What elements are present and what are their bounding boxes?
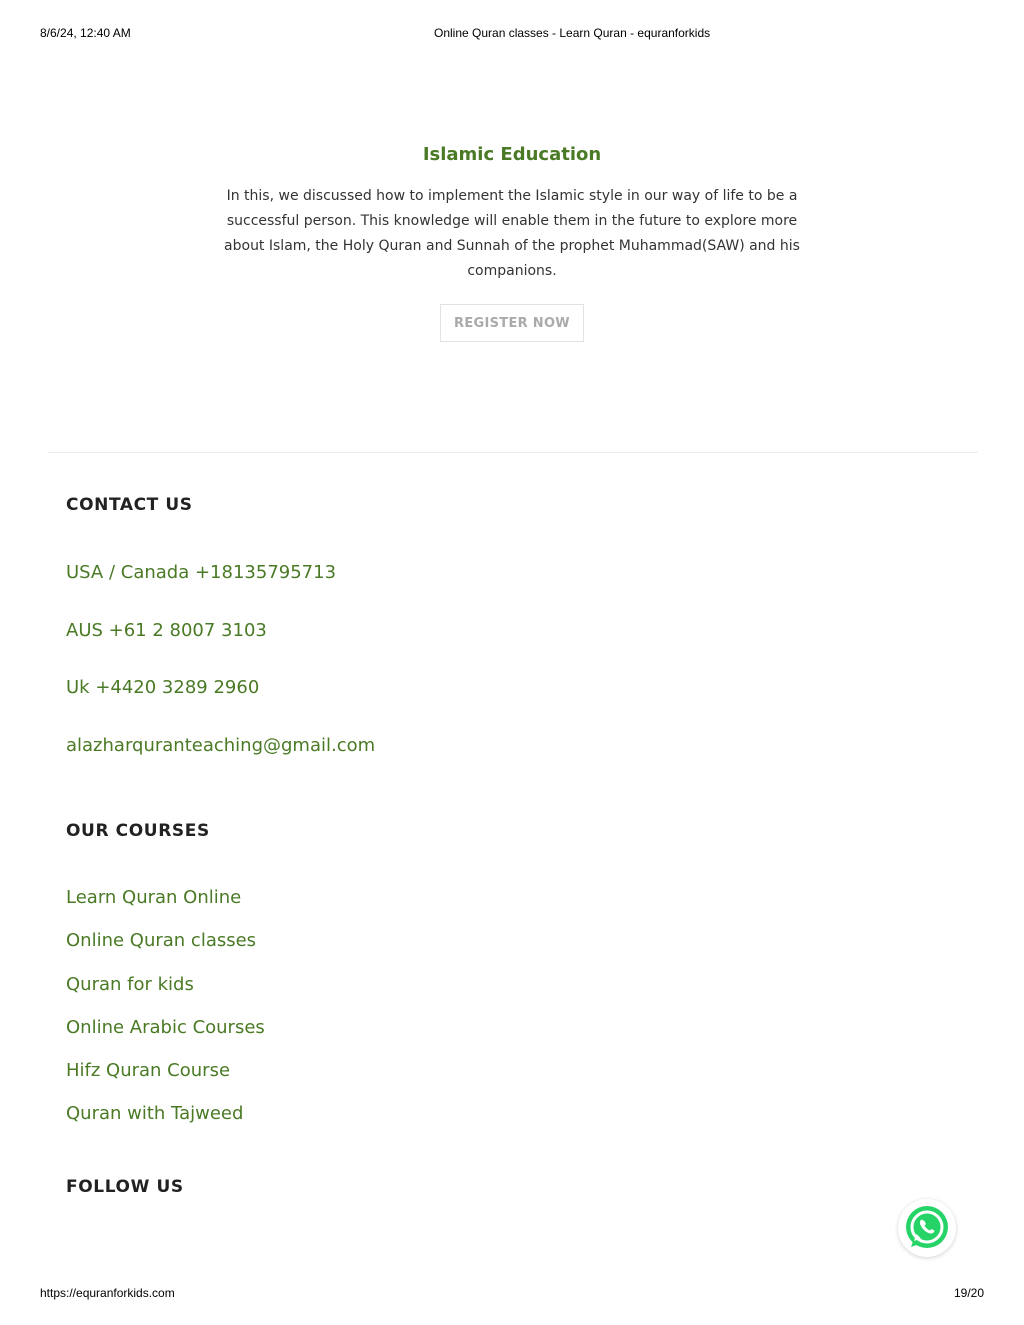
- contact-item: [66, 561, 375, 619]
- contact-item: [66, 676, 375, 734]
- islamic-education-description: In this, we discussed how to implement the Islamic style in our way of life to be a successful person. This knowledge will enable them in the future to explore more about Islam, the Holy Quran and Sunnah of the prophet Muhammad(SAW) and his companions.: [224, 188, 800, 279]
- contact-list: [66, 561, 375, 791]
- whatsapp-chat-button[interactable]: [898, 1199, 956, 1257]
- course-quran-for-kids-link[interactable]: Quran for kids: [66, 973, 194, 995]
- section-divider: [48, 452, 978, 453]
- follow-us-block: [66, 1175, 184, 1199]
- print-footer: [40, 1286, 984, 1302]
- course-item: [66, 1102, 265, 1145]
- contact-us-heading: CONTACT US: [66, 495, 193, 515]
- contact-aus-link[interactable]: AUS +61 2 8007 3103: [66, 619, 267, 641]
- contact-item: [66, 619, 375, 677]
- contact-uk-link[interactable]: Uk +4420 3289 2960: [66, 677, 260, 698]
- our-courses-heading: OUR COURSES: [66, 821, 210, 841]
- course-online-quran-classes-link[interactable]: Online Quran classes: [66, 930, 257, 952]
- contact-usa-canada-link[interactable]: USA / Canada +18135795713: [66, 562, 337, 583]
- contact-email-link[interactable]: alazharquranteaching@gmail.com: [66, 734, 376, 756]
- course-item: [66, 929, 265, 972]
- print-url: https://equranforkids.com: [40, 1286, 175, 1300]
- course-item: [66, 886, 265, 929]
- contact-us-block: [66, 493, 375, 791]
- print-page-number: 19/20: [953, 1286, 984, 1300]
- islamic-education-title: Islamic Education: [422, 144, 602, 165]
- course-quran-with-tajweed-link[interactable]: Quran with Tajweed: [66, 1103, 244, 1125]
- course-online-arabic-courses-link[interactable]: Online Arabic Courses: [66, 1016, 265, 1038]
- islamic-education-section: [0, 140, 1024, 342]
- course-list: [66, 886, 265, 1146]
- course-item: [66, 1059, 265, 1102]
- course-hifz-quran-course-link[interactable]: Hifz Quran Course: [66, 1060, 231, 1082]
- print-header: [40, 26, 984, 42]
- whatsapp-icon: [902, 1203, 952, 1253]
- print-title: Online Quran classes - Learn Quran - equranforkids: [434, 26, 711, 40]
- register-now-button[interactable]: REGISTER NOW: [440, 304, 584, 342]
- course-learn-quran-online-link[interactable]: Learn Quran Online: [66, 887, 242, 908]
- course-item: [66, 1016, 265, 1059]
- course-item: [66, 973, 265, 1016]
- print-date: 8/6/24, 12:40 AM: [40, 26, 131, 40]
- follow-us-heading: FOLLOW US: [66, 1177, 184, 1197]
- contact-item: [66, 734, 375, 792]
- our-courses-block: [66, 819, 265, 1146]
